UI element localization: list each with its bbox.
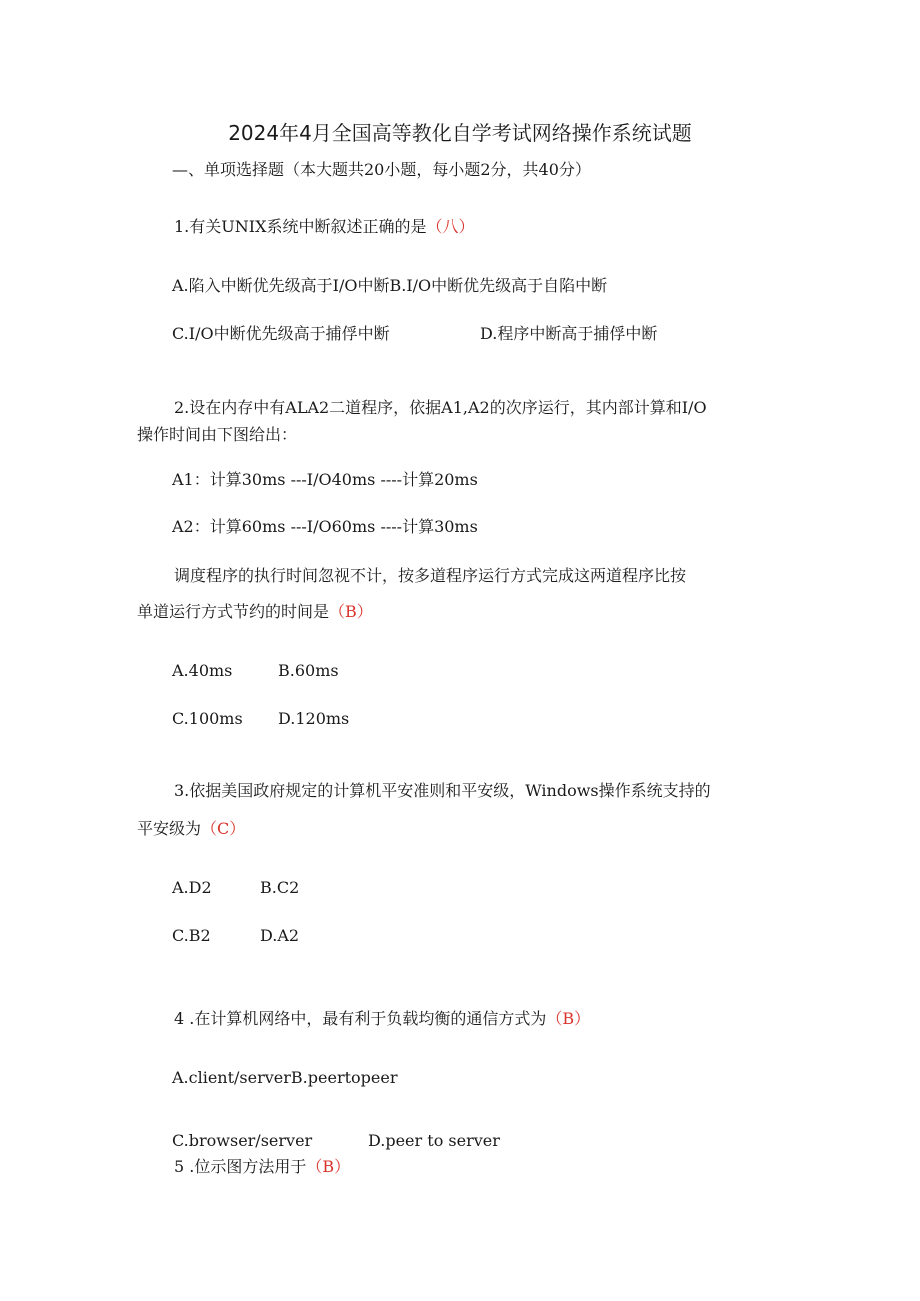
question-3-options-ab [172, 878, 300, 898]
question-4-stem-text: 4 .在计算机网络中，最有利于负载均衡的通信方式为 [174, 1009, 547, 1028]
question-4-option-c: C.browser/server [172, 1131, 313, 1150]
question-5-answer: （B） [306, 1157, 351, 1176]
question-1-options-cd [172, 324, 658, 344]
question-4-options-cd [172, 1131, 500, 1151]
question-4-option-d: D.peer to server [368, 1131, 500, 1150]
section-heading: —、单项选择题（本大题共20小题，每小题2分，共40分） [172, 160, 591, 179]
question-1-answer: （八） [426, 217, 475, 236]
question-3-answer: （C） [201, 819, 246, 838]
question-3-stem-line-2 [137, 819, 245, 839]
question-3-options-cd [172, 926, 300, 946]
question-2-option-b: B.60ms [278, 661, 339, 680]
question-1-option-c: C.I/O中断优先级高于捕俘中断 [172, 324, 390, 343]
document-title: 2024年4月全国高等教化自学考试网络操作系统试题 [228, 121, 692, 145]
question-3-option-c: C.B2 [172, 926, 211, 945]
question-2-description-line-2 [137, 602, 373, 622]
question-2-options-cd [172, 709, 350, 729]
question-1 [174, 217, 474, 237]
question-2-options-ab [172, 661, 339, 681]
question-5-stem-text: 5 .位示图方法用于 [174, 1157, 307, 1176]
question-2-option-d: D.120ms [278, 709, 350, 728]
question-2-description-line-1: 调度程序的执行时间忽视不计，按多道程序运行方式完成这两道程序比按 [174, 566, 687, 585]
question-3-stem-text: 平安级为 [137, 819, 202, 838]
question-1-stem: 1.有关UNIX系统中断叙述正确的是 [174, 217, 427, 236]
question-2-a1-timeline: A1：计算30ms ---I/O40ms ----计算20ms [172, 470, 478, 489]
question-2-option-a: A.40ms [172, 661, 233, 680]
question-3-option-a: A.D2 [172, 878, 212, 897]
question-3-stem-line-1: 3.依据美国政府规定的计算机平安准则和平安级，Windows操作系统支持的 [174, 781, 711, 800]
question-3-option-d: D.A2 [260, 926, 300, 945]
question-1-option-d: D.程序中断高于捕俘中断 [480, 324, 658, 343]
question-3-option-b: B.C2 [260, 878, 300, 897]
question-1-options-ab: A.陷入中断优先级高于I/O中断B.I/O中断优先级高于自陷中断 [172, 276, 608, 295]
question-4-stem [174, 1009, 590, 1029]
question-2-desc-text: 单道运行方式节约的时间是 [137, 602, 330, 621]
question-4-options-ab: A.client/serverB.peertopeer [172, 1068, 398, 1087]
question-4-answer: （B） [546, 1009, 591, 1028]
question-5-stem [174, 1157, 350, 1177]
question-2-option-c: C.100ms [172, 709, 243, 728]
question-2-answer: （B） [329, 602, 373, 621]
question-2-a2-timeline: A2：计算60ms ---I/O60ms ----计算30ms [172, 517, 478, 536]
question-2-stem-line-1: 2.设在内存中有ALA2二道程序，依据A1,A2的次序运行，其内部计算和I/O [174, 398, 707, 417]
question-2-stem-line-2: 操作时间由下图给出： [137, 425, 298, 444]
